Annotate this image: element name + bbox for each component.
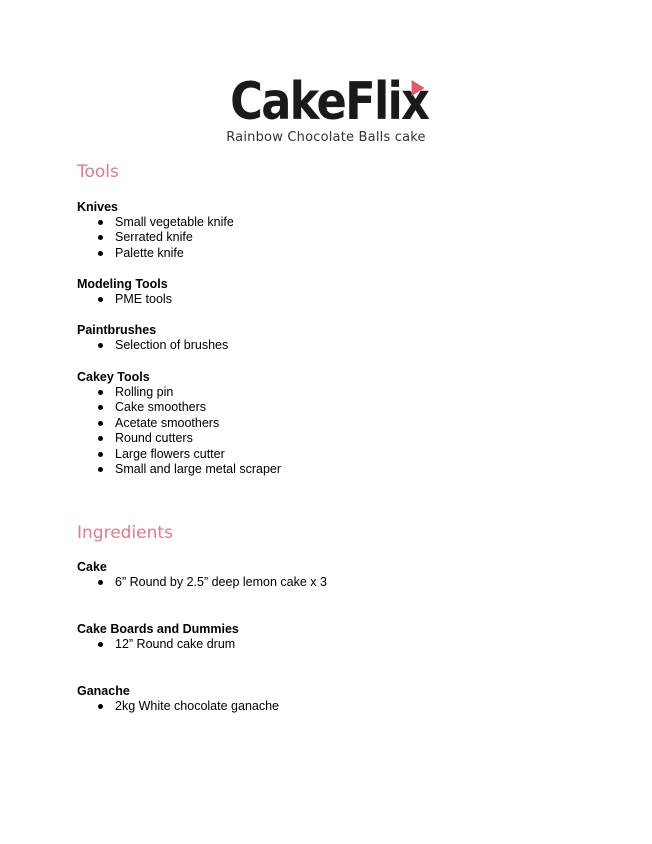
- list-item: PME tools: [77, 292, 172, 307]
- list-item: Large flowers cutter: [77, 447, 281, 462]
- cakeflix-logo: [230, 70, 428, 134]
- tools-section-title: Tools: [77, 162, 119, 182]
- modeling-tools-list: [77, 292, 172, 307]
- group-title-ganache: Ganache: [77, 684, 130, 698]
- cakey-tools-list: [77, 385, 281, 477]
- document-header: [0, 70, 652, 145]
- list-item: Palette knife: [77, 246, 234, 261]
- list-item: 12” Round cake drum: [77, 637, 235, 652]
- list-item: Cake smoothers: [77, 400, 281, 415]
- group-title-cake-boards: Cake Boards and Dummies: [77, 622, 239, 636]
- group-title-cakey-tools: Cakey Tools: [77, 370, 150, 384]
- list-item: Acetate smoothers: [77, 416, 281, 431]
- ganache-list: [77, 699, 279, 714]
- list-item: Serrated knife: [77, 230, 234, 245]
- group-title-modeling-tools: Modeling Tools: [77, 277, 168, 291]
- list-item: Small and large metal scraper: [77, 462, 281, 477]
- group-title-cake: Cake: [77, 560, 107, 574]
- ingredients-section-title: Ingredients: [77, 523, 173, 543]
- list-item: Selection of brushes: [77, 338, 228, 353]
- paintbrushes-list: [77, 338, 228, 353]
- list-item: 2kg White chocolate ganache: [77, 699, 279, 714]
- play-triangle-icon: [412, 80, 425, 96]
- cake-boards-list: [77, 637, 235, 652]
- list-item: Round cutters: [77, 431, 281, 446]
- list-item: 6” Round by 2.5” deep lemon cake x 3: [77, 575, 327, 590]
- list-item: Small vegetable knife: [77, 215, 234, 230]
- knives-list: [77, 215, 234, 261]
- list-item: Rolling pin: [77, 385, 281, 400]
- logo-text: CakeFlix: [229, 72, 429, 132]
- document-subtitle: Rainbow Chocolate Balls cake: [226, 130, 426, 145]
- group-title-paintbrushes: Paintbrushes: [77, 323, 157, 337]
- cake-list: [77, 575, 327, 590]
- group-title-knives: Knives: [77, 200, 118, 214]
